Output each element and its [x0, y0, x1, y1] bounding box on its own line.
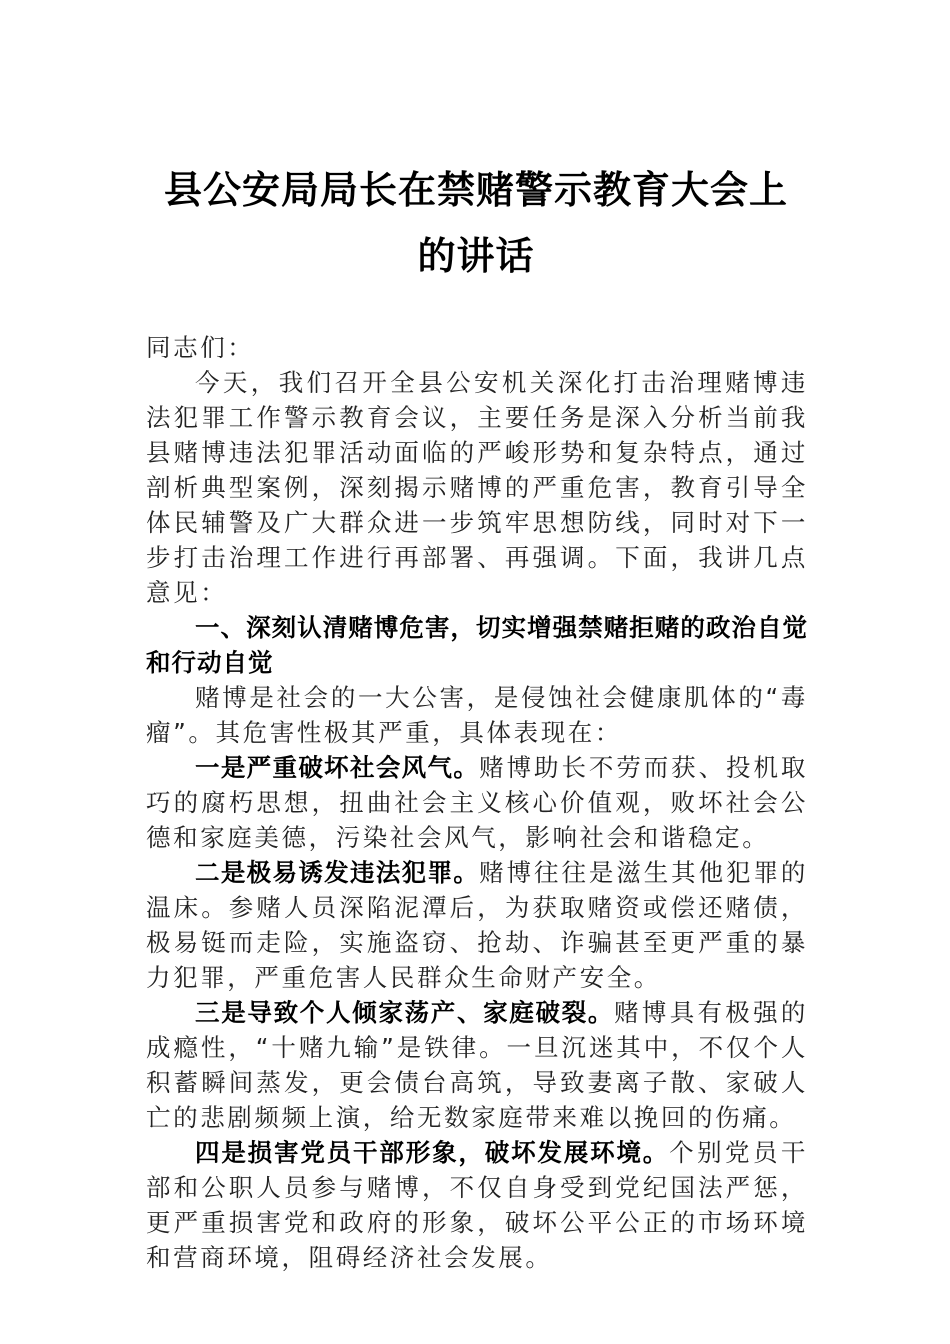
- point-text-3: 赌博具有极强的成瘾性，“十赌九输”是铁律。一旦沉迷其中，不仅个人积蓄瞬间蒸发，更会债台高筑，导致妻离子散、家破人亡的悲剧频频上演，给无数家庭带来难以挽回的伤痛。: [146, 998, 808, 1132]
- section-heading: 一、深刻认清赌博危害，切实增强禁赌拒赌的政治自觉和行动自觉: [146, 613, 808, 677]
- point-lead-1: 一是严重破坏社会风气。: [195, 753, 480, 782]
- document-body: [146, 330, 808, 1275]
- point-lead-3: 三是导致个人倾家荡产、家庭破裂。: [195, 998, 615, 1027]
- point-text-4: 个别党员干部和公职人员参与赌博，不仅自身受到党纪国法严惩，更严重损害党和政府的形象，破坏公平公正的市场环境和营商环境，阻碍经济社会发展。: [146, 1138, 809, 1272]
- point-text-2: 赌博往往是滋生其他犯罪的温床。参赌人员深陷泥潭后，为获取赌资或偿还赌债，极易铤而走险，实施盗窃、抢劫、诈骗甚至更严重的暴力犯罪，严重危害人民群众生命财产安全。: [146, 858, 809, 992]
- point-text-1: 赌博助长不劳而获、投机取巧的腐朽思想，扭曲社会主义核心价值观，败坏社会公德和家庭美德，污染社会风气，影响社会和谐稳定。: [146, 753, 809, 852]
- salutation: 同志们：: [146, 333, 255, 362]
- intro-paragraph: 今天，我们召开全县公安机关深化打击治理赌博违法犯罪工作警示教育会议，主要任务是深入分析当前我县赌博违法犯罪活动面临的严峻形势和复杂特点，通过剖析典型案例，深刻揭示赌博的严重危害，教育引导全体民辅警及广大群众进一步筑牢思想防线，同时对下一步打击治理工作进行再部署、再强调。下面，我讲几点意见：: [146, 368, 808, 607]
- document-title: 县公安局局长在禁赌警示教育大会上的讲话: [163, 167, 788, 278]
- point-lead-2: 二是极易诱发违法犯罪。: [195, 858, 480, 887]
- section-intro-paragraph: 赌博是社会的一大公害，是侵蚀社会健康肌体的“毒瘤”。其危害性极其严重，具体表现在：: [146, 683, 808, 747]
- point-paragraph-2: [146, 855, 808, 995]
- point-paragraph-3: [146, 995, 808, 1135]
- point-paragraph-1: [146, 750, 808, 855]
- point-paragraph-4: [146, 1135, 808, 1275]
- point-lead-4: 四是损害党员干部形象，破坏发展环境。: [195, 1138, 670, 1167]
